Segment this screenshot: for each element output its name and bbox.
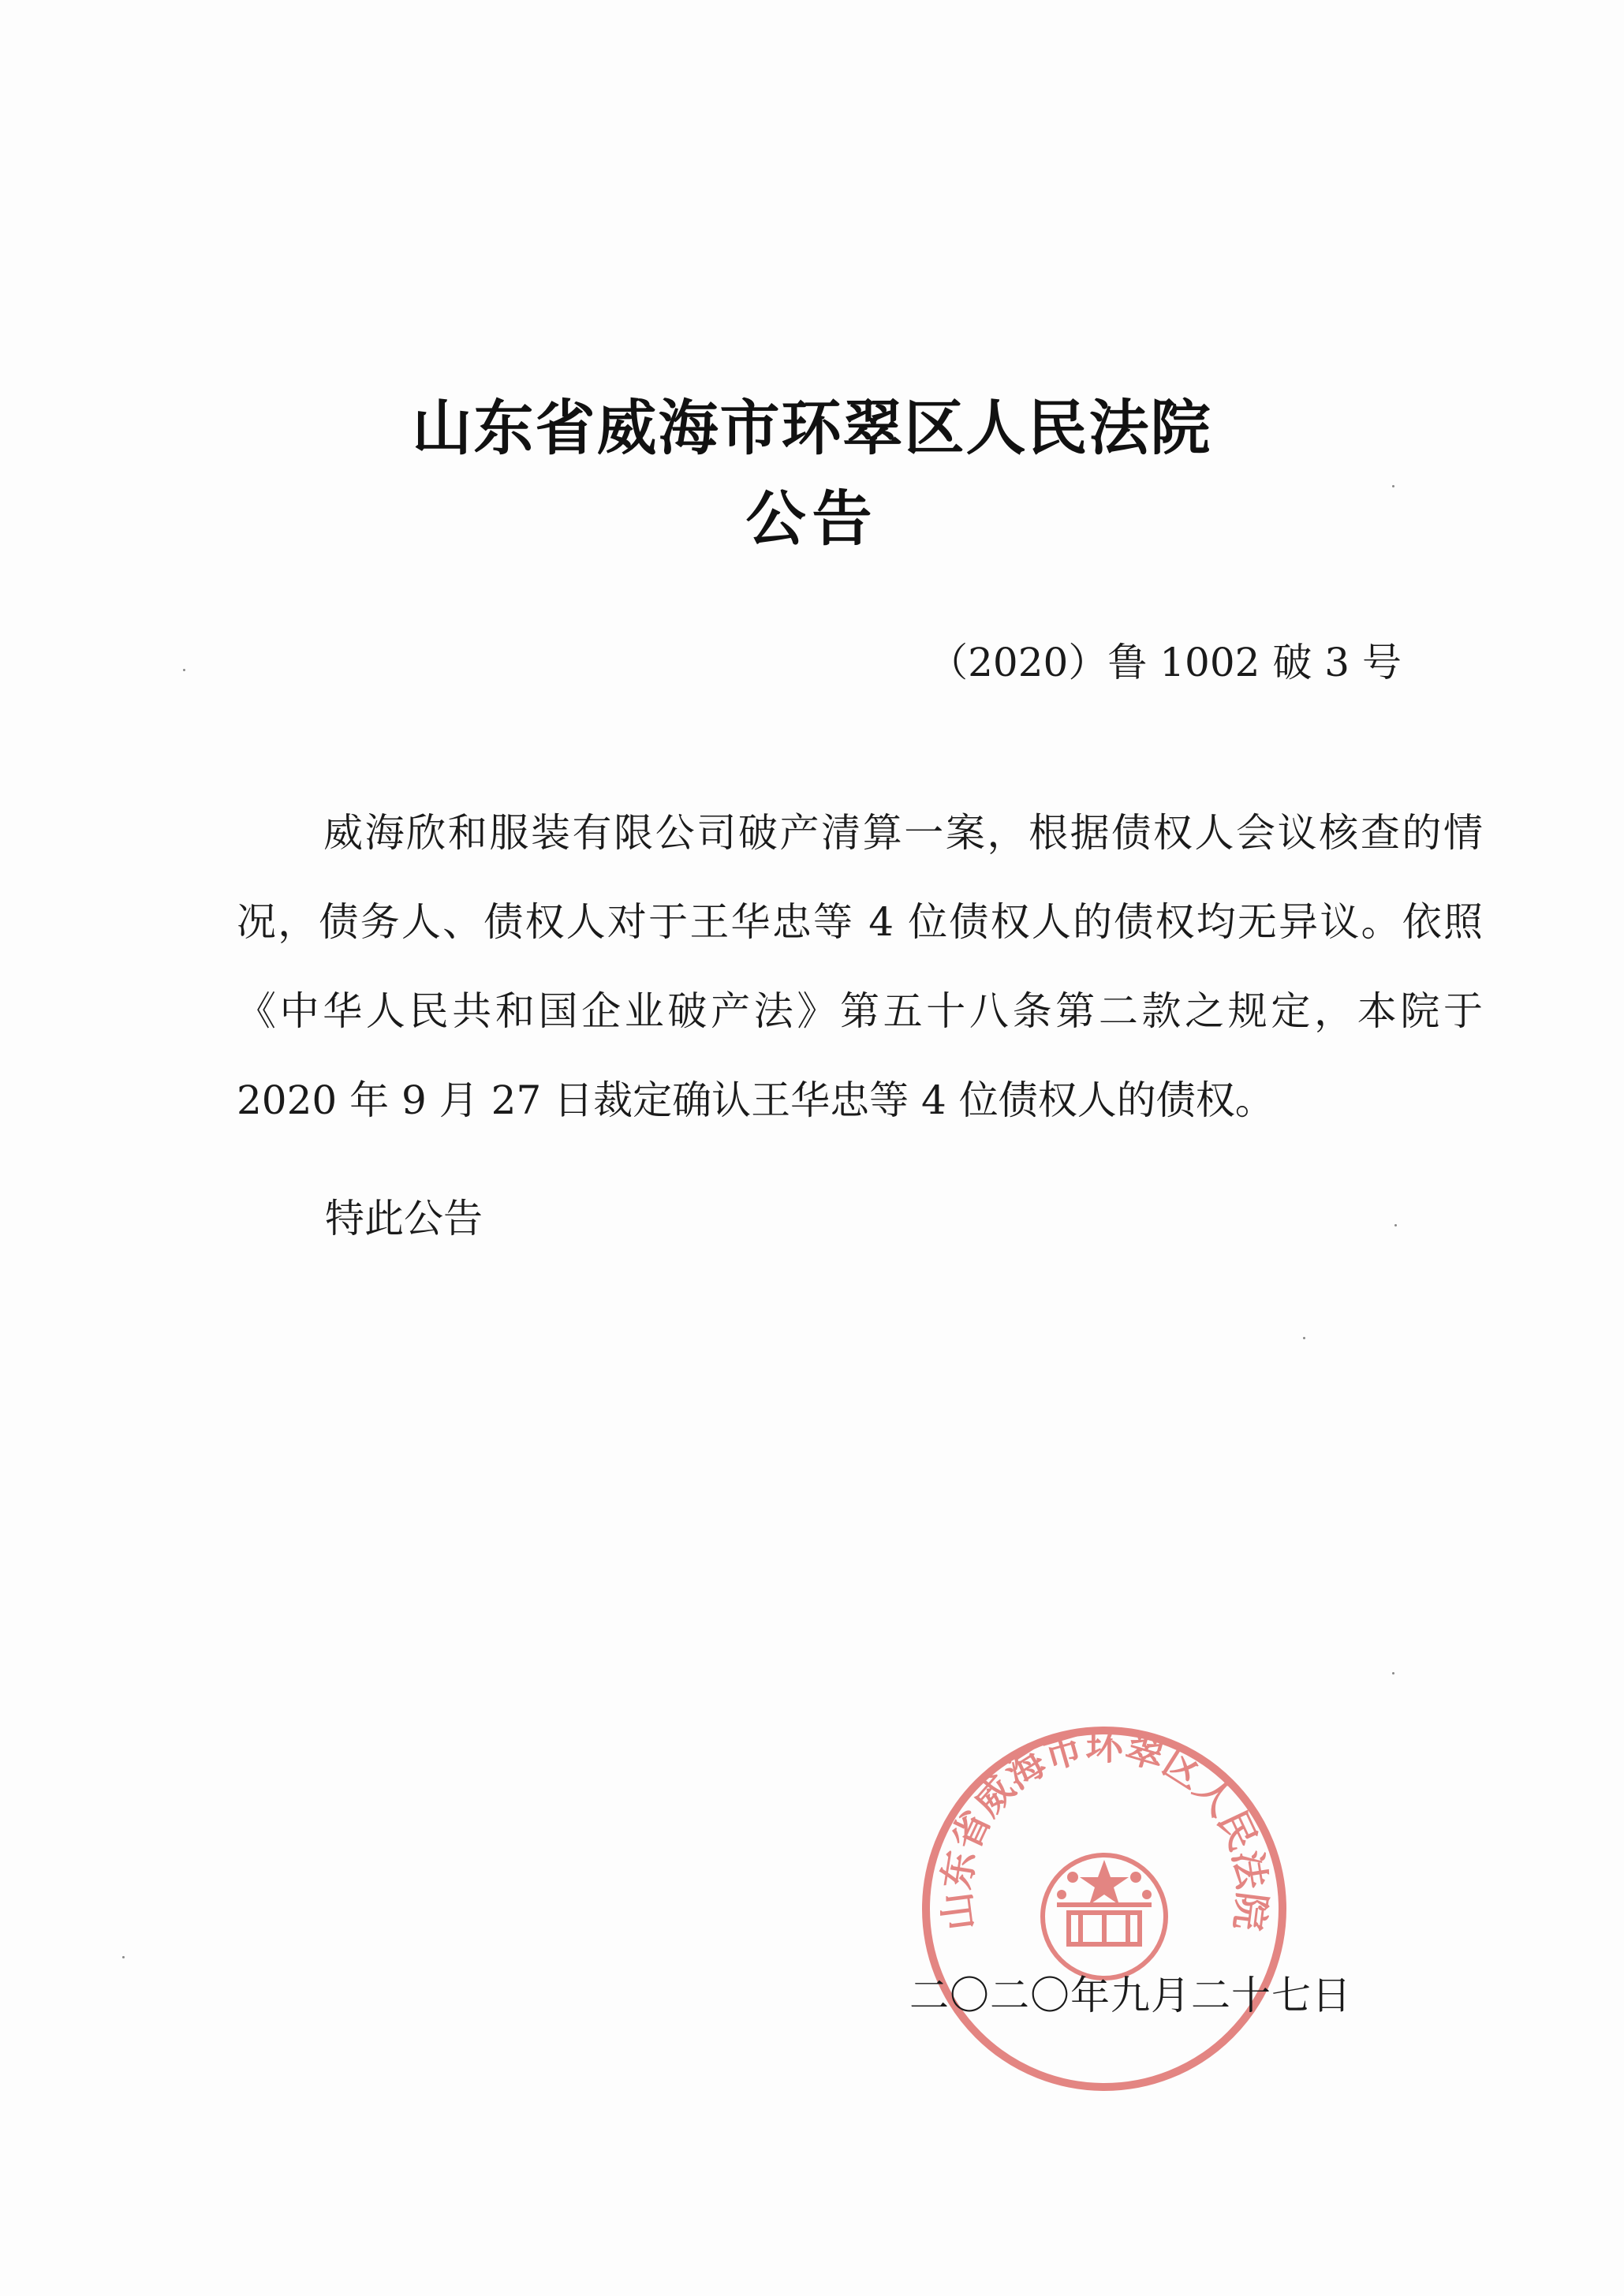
scan-speck	[1392, 485, 1394, 487]
scan-speck	[183, 669, 185, 671]
body-paragraph: 威海欣和服装有限公司破产清算一案，根据债权人会议核查的情况，债务人、债权人对于王华忠等 4 位债权人的债权均无异议。依照《中华人民共和国企业破产法》第五十八条第二款之规定，本院于 2020 年 9 月 27 日裁定确认王华忠等 4 位债权人的债权。	[237, 810, 1483, 1123]
closing-phrase: 特此公告	[325, 1196, 483, 1241]
seal-text: 山东省威海市环翠区人民法院	[934, 1724, 1275, 1933]
court-name-title: 山东省威海市环翠区人民法院	[412, 393, 1212, 463]
scan-speck	[1394, 1224, 1397, 1226]
scan-speck	[1392, 1672, 1394, 1674]
case-number: （2020）鲁 1002 破 3 号	[928, 640, 1402, 685]
court-seal-stamp	[915, 1719, 1294, 2098]
notice-title: 公告	[745, 483, 879, 554]
signature-date: 二〇二〇年九月二十七日	[909, 1973, 1352, 2018]
scan-speck	[1303, 1337, 1305, 1339]
scan-speck	[122, 1956, 125, 1958]
